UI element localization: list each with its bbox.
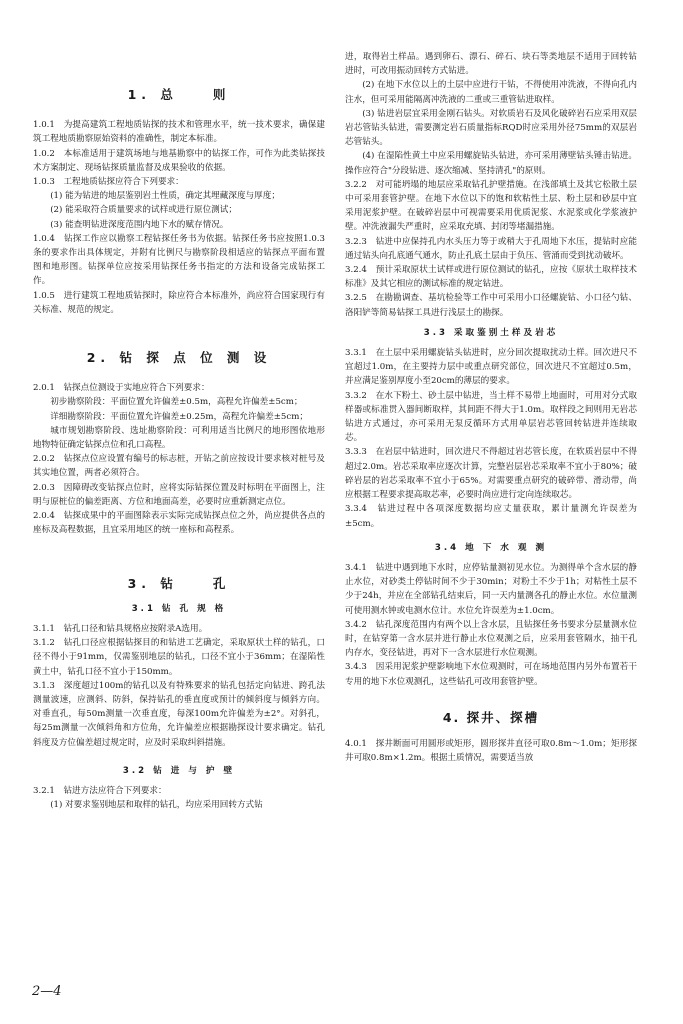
section-title-3-1: 3.1 钻 孔 规 格 [131, 603, 227, 614]
section-title-3-3: 3.3 采取鉴别土样及岩芯 [423, 327, 559, 338]
clause-3-2-2: 3.2.2 对可能坍塌的地层应采取钻孔护壁措施。在浅部填土及其它松散土层中可采用套管护壁。在地下水位以下的饱和软粘性土层、粉土层和砂层中宜采用泥浆护壁。在破碎岩层中可视需要采用优质泥浆、水泥浆或化学浆液护壁。冲洗液漏失严重时，应采取充填、封闭等堵漏措施。 [345, 179, 637, 233]
right-column [345, 50, 637, 765]
clause-3-3-4: 3.3.4 钻进过程中各项深度数据均应丈量获取，累计量测允许误差为±5cm。 [345, 504, 637, 529]
clause-3-1-1: 3.1.1 钻孔口径和钻具规格应按附录A选用。 [33, 623, 208, 634]
section-title-3-2: 3.2 钻 进 与 护 壁 [122, 765, 236, 776]
left-column [33, 50, 325, 812]
clause-3-2-1-item-2: (2) 在地下水位以上的土层中应进行干钻，不得使用冲洗液，不得向孔内注水，但可采用能隔离冲洗液的二重或三重管钻进取样。 [345, 80, 637, 105]
clause-3-2-5: 3.2.5 在勘勘调查、基坑检验等工作中可采用小口径螺旋钻、小口径勺钻、洛阳铲等简易钻探工具进行浅层土的勘探。 [345, 293, 637, 318]
clause-1-0-3: 1.0.3 工程地质钻探应符合下列要求： [33, 177, 184, 188]
clause-3-4-1: 3.4.1 钻进中遇到地下水时，应停钻量测初见水位。为测得单个含水层的静止水位，对砂类土停钻时间不少于30min；对粉土不少于1h；对粘性土层不少于24h，并应在全部钻孔结束后，同一天内量测各孔的静止水位。水位量测可使用测水钟或电测水位计。水位允许误差为±1.0cm。 [345, 562, 637, 616]
clause-2-0-4: 2.0.4 钻探成果中的平面图除表示实际完成钻探点位之外，尚应提供各点的座标及高程数据，且宜采用地区的统一座标和高程系。 [33, 511, 325, 536]
page-number: 2—4 [32, 984, 62, 999]
clause-3-2-1-item-4: (4) 在湿陷性黄土中应采用螺旋钻头钻进，亦可采用薄壁钻头锤击钻进。操作应符合"分段钻进、逐次缩减、坚持清孔"的原则。 [345, 151, 637, 176]
clause-3-2-1: 3.2.1 钻进方法应符合下列要求： [33, 785, 167, 796]
clause-3-3-3: 3.3.3 在岩层中钻进时，回次进尺不得超过岩芯管长度，在软质岩层中不得超过2.0m。岩芯采取率应逐次计算，完整岩层岩芯采取率不宜小于80%；破碎岩层的岩芯采取率不宜小于65%。对需要重点研究的破碎带、滑动带，尚应根据工程要求提高取芯率，必要时尚应进行定向连续取芯。 [345, 447, 637, 501]
clause-1-0-4: 1.0.4 钻探工作应以勘察工程钻探任务书为依据。钻探任务书应按照1.0.3条的要求作出具体规定，并附有比例尺与勘察阶段相适应的钻探点平面布置图和地形图。钻探单位应按采用钻探任务书指定的方法和设备完成钻探工作。 [33, 233, 325, 287]
clause-2-0-1-planning: 城市规划勘察阶段、选址勘察阶段：可利用适当比例尺的地形图依地形地物特征确定钻探点位和孔口高程。 [33, 425, 325, 451]
chapter-title-1: 1. 总 则 [127, 87, 231, 102]
clause-1-0-5: 1.0.5 进行建筑工程地质钻探时，除应符合本标准外，尚应符合国家现行有关标准、规范的规定。 [33, 290, 325, 315]
clause-3-2-1-item-3: (3) 钻进岩层宜采用金刚石钻头。对软质岩石及风化破碎岩石应采用双层岩芯管钻头钻进，需要测定岩石质量指标RQD时应采用外径75mm的双层岩芯管钻头。 [345, 108, 637, 148]
clause-2-0-1: 2.0.1 钻探点位测设于实地应符合下列要求： [33, 383, 210, 394]
clause-3-3-2: 3.3.2 在水下粉土、砂土层中钻进，当土样不易带上地面时，可用对分式取样器或标准贯入器间断取样，其间距不得大于1.0m。取样段之间则用无岩芯钻进方式通过，亦可采用无泵反循环方式用单层岩芯管回转钻进并连续取芯。 [345, 390, 637, 444]
clause-3-1-3: 3.1.3 深度超过100m的钻孔以及有特殊要求的钻孔包括定向钻进、跨孔法测量波速，应测斜、防斜，保持钻孔的垂直度或预计的倾斜度与倾斜方向。对垂直孔，每50m测量一次垂直度，每深100m允许偏差为±2°。对斜孔，每25m测量一次倾斜角和方位角，允许偏差应根据勘探设计要求确定。钻孔斜度及方位偏差超过规定时，应及时采取纠斜措施。 [33, 680, 325, 748]
clause-3-2-3: 3.2.3 钻进中应保持孔内水头压力等于或稍大于孔周地下水压，提钻时应能通过钻头向孔底通气通水，防止孔底土层由于负压、管涌而受到扰动破坏。 [345, 236, 637, 261]
clause-3-4-2: 3.4.2 钻孔深度范围内有两个以上含水层，且钻探任务书要求分层量测水位时，在钻穿第一含水层并进行静止水位观测之后，应采用套管隔水，抽干孔内存水，变径钻进，再对下一含水层进行水位观测。 [345, 619, 637, 659]
clause-1-0-3-item-2: (2) 能采取符合质量要求的试样或进行原位测试； [50, 205, 237, 216]
chapter-title-2: 2. 钻 探 点 位 测 设 [86, 350, 272, 366]
clause-4-0-1: 4.0.1 探井断面可用圆形或矩形，圆形探井直径可取0.8m～1.0m；矩形探井可取0.8m×1.2m。根据土质情况，需要适当放 [345, 738, 637, 764]
clause-2-0-3: 2.0.3 因障碍改变钻探点位时，应将实际钻探位置及时标明在平面图上，注明与原桩位的偏差距离、方位和地面高差，必要时应重新测定点位。 [33, 482, 325, 507]
clause-2-0-1-detailed: 详细勘察阶段：平面位置允许偏差±0.25m，高程允许偏差±5cm； [50, 411, 308, 422]
clause-3-2-4: 3.2.4 预计采取原状土试样或进行原位测试的钻孔，应按《原状土取样技术标准》及其它相应的测试标准的规定钻进。 [345, 265, 637, 290]
clause-1-0-1: 1.0.1 为提高建筑工程地质钻探的技术和管理水平，统一技术要求，确保建筑工程地质勘察原始资料的准确性，制定本标准。 [33, 120, 325, 145]
clause-3-4-3: 3.4.3 因采用泥浆护壁影响地下水位观测时，可在场地范围内另外布置若干专用的地下水位观测孔，这些钻孔可改用套管护壁。 [345, 662, 637, 687]
clause-3-2-1-item-1-continued: 进，取得岩土样品。遇到卵石、漂石、碎石、块石等类地层不适用于回转钻进时，可改用振动回转方式钻进。 [345, 52, 637, 77]
chapter-title-3: 3. 钻 孔 [127, 576, 231, 592]
clause-3-1-2: 3.1.2 钻孔口径应根据钻探目的和钻进工艺确定，采取原状土样的钻孔，口径不得小于91mm，仅需鉴别地层的钻孔，口径不宜小于36mm；在湿陷性黄土中，钻孔口径不宜小于150mm。 [33, 638, 325, 677]
clause-1-0-3-item-3: (3) 能查明钻进深度范围内地下水的赋存情况。 [50, 219, 229, 230]
clause-3-2-1-item-1: (1) 对要求鉴别地层和取样的钻孔，均应采用回转方式钻 [50, 800, 263, 811]
section-title-3-4: 3.4 地 下 水 观 测 [434, 542, 548, 553]
clause-3-3-1: 3.3.1 在土层中采用螺旋钻头钻进时，应分回次提取扰动土样。回次进尺不宜超过1.0m，在主要持力层中或重点研究部位，回次进尺不宜超过0.5m，并应满足鉴别厚度小至20cm的薄层的要求。 [345, 348, 637, 387]
clause-2-0-2: 2.0.2 钻探点位应设置有编号的标志桩，开钻之前应按设计要求核对桩号及其实地位置，两者必须符合。 [33, 454, 325, 479]
chapter-title-4: 4. 探井、探槽 [442, 709, 540, 725]
clause-1-0-3-item-1: (1) 能为钻进的地层鉴别岩土性质，确定其埋藏深度与厚度； [50, 191, 280, 202]
clause-1-0-2: 1.0.2 本标准适用于建筑场地与地基勘察中的钻探工作，可作为此类钻探技术方案制定、现场钻探质量监督及成果验收的依据。 [33, 148, 325, 173]
clause-2-0-1-preliminary: 初步勘察阶段：平面位置允许偏差±0.5m，高程允许偏差±5cm； [50, 397, 303, 408]
